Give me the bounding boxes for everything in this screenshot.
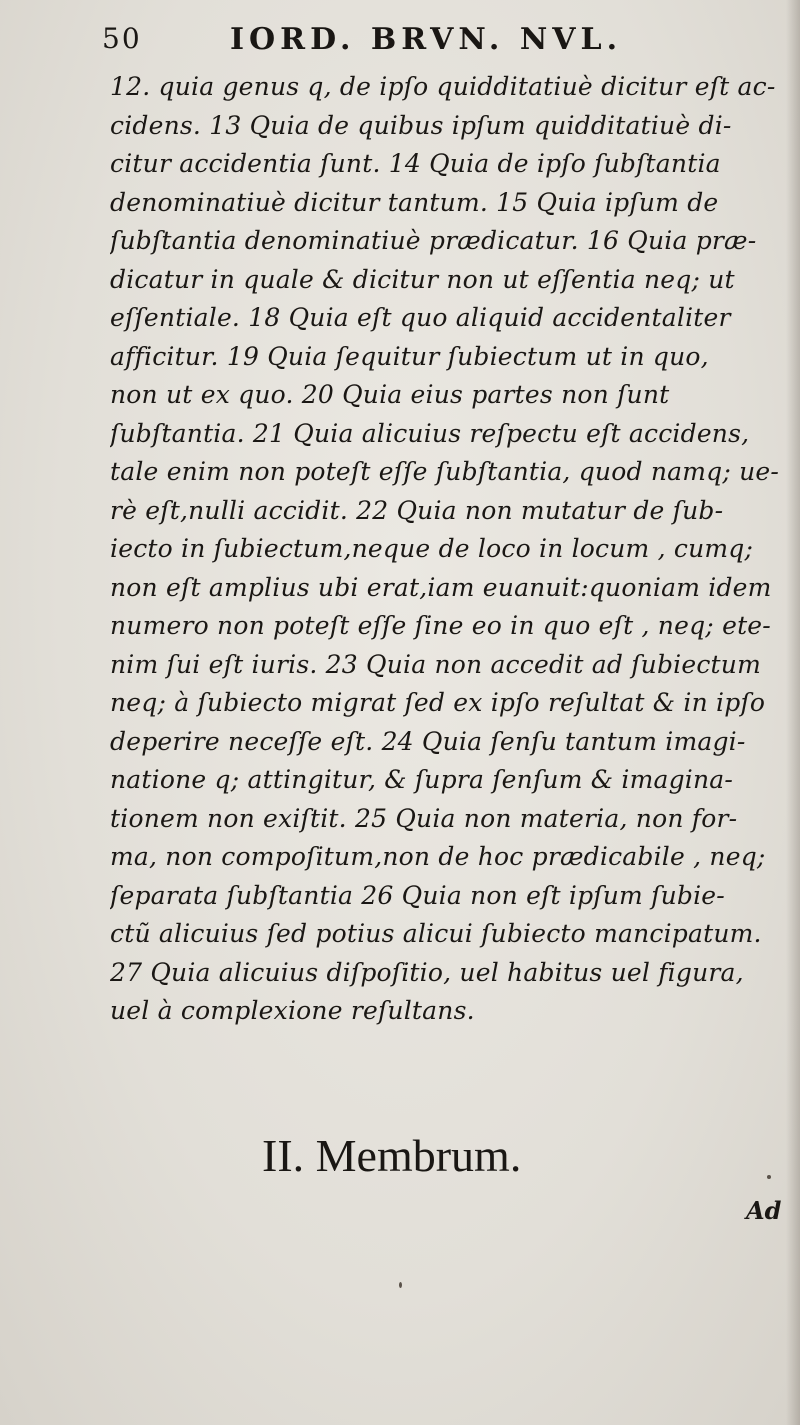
text-line: citur accidentia ſunt. 14 Quia de ipſo ſubſtantia (110, 149, 721, 178)
ink-speck (767, 1175, 771, 1179)
section-heading: II. Membrum. (262, 1130, 522, 1181)
text-line: 12. quia genus q, de ipſo quidditatiuè dicitur eſt ac- (110, 72, 776, 101)
text-line: numero non poteſt eſſe ſine eo in quo eſt , neq; ete- (110, 611, 771, 640)
body-text (110, 68, 800, 1031)
text-line: tionem non exiſtit. 25 Quia non materia, non for- (110, 803, 738, 833)
text-line: ctũ alicuius ſed potius alicui ſubiecto mancipatum. (110, 919, 762, 948)
text-line: nim ſui eſt iuris. 23 Quia non accedit ad ſubiectum (110, 649, 762, 679)
ink-speck (399, 1282, 402, 1288)
text-line: natione q; attingitur, & ſupra ſenſum & imagina- (110, 765, 734, 794)
text-line: afficitur. 19 Quia ſequitur ſubiectum ut in quo, (110, 341, 709, 371)
text-line: eſſentiale. 18 Quia eſt quo aliquid accidentaliter (110, 303, 731, 332)
text-line: ma, non compoſitum,non de hoc prædicabile , neq; (110, 842, 766, 871)
text-line: non eſt amplius ubi erat,iam euanuit:quoniam idem (110, 572, 772, 602)
page-header (102, 18, 702, 66)
text-line: dicatur in quale & dicitur non ut eſſentia neq; ut (110, 264, 735, 294)
text-line: ſeparata ſubſtantia 26 Quia non eſt ipſum ſubie- (110, 880, 725, 910)
text-line: rè eſt,nulli accidit. 22 Quia non mutatur de ſub- (110, 495, 724, 525)
text-line: neq; à ſubiecto migrat ſed ex ipſo reſultat & in ipſo (110, 688, 766, 717)
page-number: 50 (102, 22, 142, 55)
text-line: ſubſtantia denominatiuè prædicatur. 16 Quia præ- (110, 226, 757, 255)
catchword: Ad (746, 1196, 782, 1225)
text-line: non ut ex quo. 20 Quia eius partes non ſunt (110, 380, 670, 409)
text-line: cidens. 13 Quia de quibus ipſum quidditatiuè di- (110, 110, 732, 140)
text-line: ſubſtantia. 21 Quia alicuius reſpectu eſt accidens, (110, 418, 750, 448)
text-line: uel à complexione reſultans. (110, 996, 475, 1025)
text-line: denominatiuè dicitur tantum. 15 Quia ipſum de (110, 187, 719, 217)
text-line: tale enim non poteſt eſſe ſubſtantia, quod namq; ue- (110, 457, 780, 486)
text-line: iecto in ſubiectum,neque de loco in locum , cumq; (110, 534, 754, 563)
text-line: deperire neceſſe eſt. 24 Quia ſenſu tantum imagi- (110, 726, 746, 756)
running-title: IORD. BRVN. NVL. (230, 22, 623, 57)
text-line: 27 Quia alicuius diſpoſitio, uel habitus uel figura, (110, 957, 744, 987)
